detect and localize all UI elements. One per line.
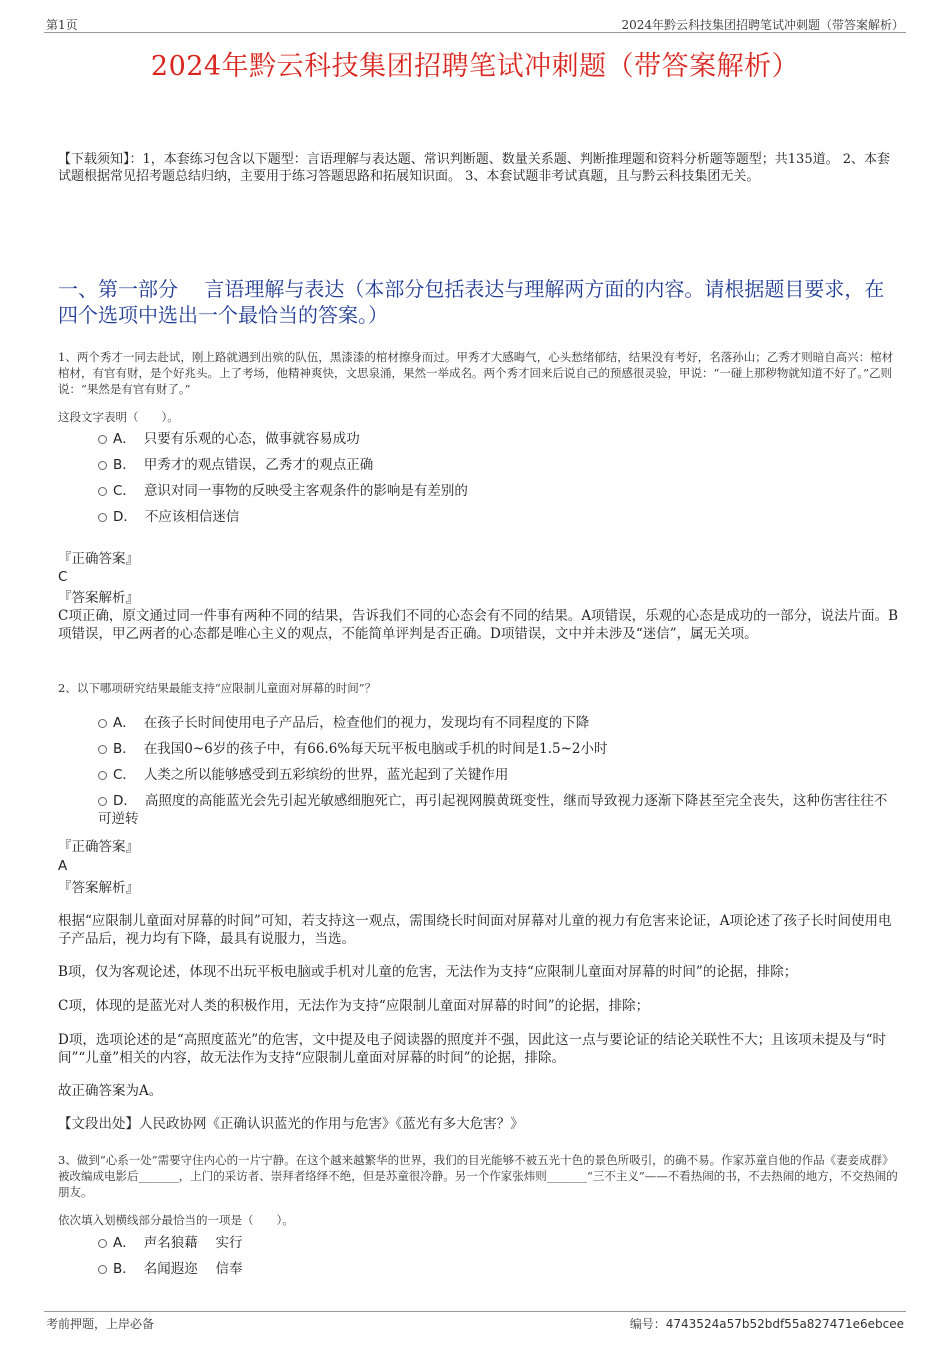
q2-answer: A xyxy=(58,858,68,874)
q1-analysis-title: 『答案解析』 xyxy=(58,590,139,606)
q3-stem: 3、做到“心系一处”需要守住内心的一片宁静。在这个越来越繁华的世界，我们的目光能够不被五光十色的景色所吸引，的确不易。作家苏童自他的作品《妻妾成群》被改编成电影后_______，上门的采访者、崇拜者络绎不绝，但是苏童很冷静。另一个作家张炜则_______“三不主义”——不看热闹的书，不去热闹的地方，不交热闹的朋友。 xyxy=(58,1153,898,1199)
radio-icon[interactable] xyxy=(98,1265,107,1274)
radio-icon[interactable] xyxy=(98,435,107,444)
q2-analysis-para-2: B项，仅为客观论述，体现不出玩平板电脑或手机对儿童的危害，无法作为支持“应限制儿童面对屏幕的时间”的论据，排除； xyxy=(58,964,798,980)
footer-slogan: 考前押题，上岸必备 xyxy=(46,1317,155,1331)
q1-option-d[interactable]: D． 不应该相信迷信 xyxy=(98,508,902,526)
page-header xyxy=(44,14,906,33)
q1-option-a[interactable]: A． 只要有乐观的心态，做事就容易成功 xyxy=(98,430,902,448)
q2-option-a[interactable]: A． 在孩子长时间使用电子产品后，检查他们的视力，发现均有不同程度的下降 xyxy=(98,714,902,732)
q1-stem: 1、两个秀才一同去赴试，刚上路就遇到出殡的队伍，黑漆漆的棺材擦身而过。甲秀才大感晦气，心头愁绪郁结，结果没有考好，名落孙山；乙秀才则暗自高兴：棺材棺材，有官有财，是个好兆头。上了考场，他精神爽快，文思泉涌，果然一举成名。两个秀才回来后说自己的预感很灵验，甲说：“一碰上那秽物就知道不好了。”乙则说：“果然是有官有财了。” xyxy=(58,350,894,396)
section-heading: 一、第一部分 言语理解与表达（本部分包括表达与理解两方面的内容。请根据题目要求，在四个选项中选出一个最恰当的答案。） xyxy=(58,277,885,327)
q1-analysis: C项正确，原文通过同一件事有两种不同的结果，告诉我们不同的心态会有不同的结果。A项错误，乐观的心态是成功的一部分，说法片面。B项错误，甲乙两者的心态都是唯心主义的观点，不能简单评判是否正确。D项错误，文中并未涉及“迷信”，属无关项。 xyxy=(58,608,898,642)
q2-analysis-title: 『答案解析』 xyxy=(58,880,139,896)
radio-icon[interactable] xyxy=(98,487,107,496)
radio-icon[interactable] xyxy=(98,797,107,806)
q2-analysis-para-1: 根据“应限制儿童面对屏幕的时间”可知，若支持这一观点，需围绕长时间面对屏幕对儿童的视力有危害来论证，A项论述了孩子长时间使用电子产品后，视力均有下降，最具有说服力，当选。 xyxy=(58,913,892,947)
q2-option-d[interactable]: D． 高照度的高能蓝光会先引起光敏感细胞死亡，再引起视网膜黄斑变性，继而导致视力逐渐下降甚至完全丧失，这种伤害往往不可逆转 xyxy=(98,793,888,827)
q3-option-b[interactable]: B． 名闻遐迩 信奉 xyxy=(98,1260,902,1278)
q1-option-c[interactable]: C． 意识对同一事物的反映受主客观条件的影响是有差别的 xyxy=(98,482,902,500)
radio-icon[interactable] xyxy=(98,461,107,470)
radio-icon[interactable] xyxy=(98,1239,107,1248)
footer-doc-id: 编号：4743524a57b52bdf55a827471e6ebcee xyxy=(629,1317,904,1331)
header-doc-title: 2024年黔云科技集团招聘笔试冲刺题（带答案解析） xyxy=(621,18,904,32)
q2-option-c[interactable]: C． 人类之所以能够感受到五彩缤纷的世界，蓝光起到了关键作用 xyxy=(98,766,902,784)
q2-option-b[interactable]: B． 在我国0~6岁的孩子中，有66.6%每天玩平板电脑或手机的时间是1.5~2小时 xyxy=(98,740,902,758)
radio-icon[interactable] xyxy=(98,513,107,522)
q2-source: 【文段出处】人民政协网《正确认识蓝光的作用与危害》《蓝光有多大危害？》 xyxy=(58,1116,524,1132)
page-number: 第1页 xyxy=(46,18,78,32)
q2-analysis-para-5: 故正确答案为A。 xyxy=(58,1083,163,1099)
q2-analysis-para-4: D项，选项论述的是“高照度蓝光”的危害，文中提及电子阅读器的照度并不强，因此这一点与要论证的结论关联性不大；且该项未提及与“时间”“儿童”相关的内容，故无法作为支持“应限制儿童面对屏幕的时间”的论据，排除。 xyxy=(58,1032,887,1066)
radio-icon[interactable] xyxy=(98,771,107,780)
q1-answer: C xyxy=(58,569,68,585)
q2-analysis-para-3: C项，体现的是蓝光对人类的积极作用，无法作为支持“应限制儿童面对屏幕的时间”的论据，排除； xyxy=(58,998,650,1014)
q2-stem: 2、以下哪项研究结果最能支持“应限制儿童面对屏幕的时间”？ xyxy=(58,681,377,695)
page-footer xyxy=(44,1311,906,1330)
q1-prompt: 这段文字表明（ ）。 xyxy=(58,410,179,424)
radio-icon[interactable] xyxy=(98,719,107,728)
q1-answer-title: 『正确答案』 xyxy=(58,551,139,567)
q1-option-b[interactable]: B． 甲秀才的观点错误，乙秀才的观点正确 xyxy=(98,456,902,474)
page-title: 2024年黔云科技集团招聘笔试冲刺题（带答案解析） xyxy=(150,51,800,82)
q3-prompt: 依次填入划横线部分最恰当的一项是（ ）。 xyxy=(58,1213,294,1227)
q2-answer-title: 『正确答案』 xyxy=(58,839,139,855)
download-notice: 【下载须知】：1，本套练习包含以下题型：言语理解与表达题、常识判断题、数量关系题、判断推理题和资料分析题等题型；共135道。 2、本套试题根据常见招考题总结归纳，主要用于练习答题思路和拓展知识面。 3、本套试题非考试真题，且与黔云科技集团无关。 xyxy=(58,152,890,184)
radio-icon[interactable] xyxy=(98,745,107,754)
q3-option-a[interactable]: A． 声名狼藉 实行 xyxy=(98,1234,902,1252)
